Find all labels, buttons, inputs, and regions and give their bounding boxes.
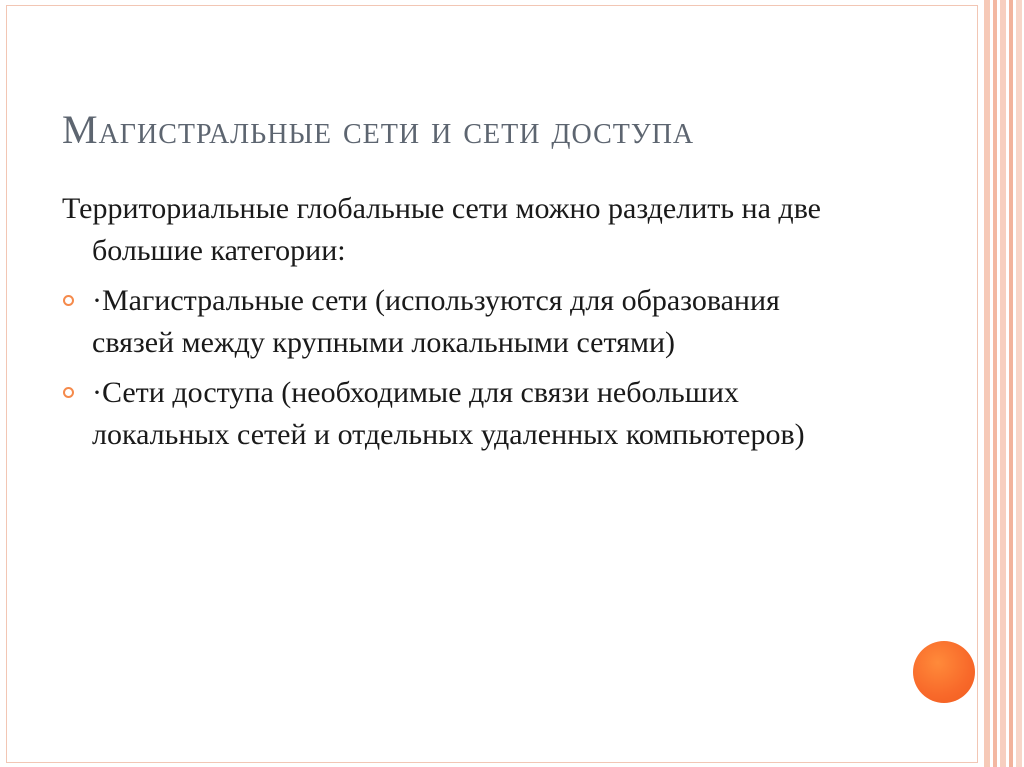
- decorative-stripe: [1016, 0, 1022, 767]
- intro-paragraph: Территориальные глобальные сети можно разделить на две большие категории:: [62, 192, 821, 267]
- bullet-list: [62, 280, 822, 456]
- decorative-stripe: [993, 0, 997, 767]
- list-item: [62, 280, 822, 364]
- list-item-text: ·Магистральные сети (используются для образования связей между крупными локальными сетями): [92, 284, 780, 359]
- circle-bullet-icon: [63, 387, 74, 398]
- circle-bullet-icon: [63, 295, 74, 306]
- decorative-stripe: [984, 0, 990, 767]
- decorative-stripe: [1009, 0, 1013, 767]
- decorative-stripe: [1000, 0, 1006, 767]
- slide-body: [62, 188, 822, 464]
- slide-title: Магистральные сети и сети доступа: [62, 107, 695, 152]
- list-item: [62, 372, 822, 456]
- decorative-orange-circle: [913, 641, 975, 703]
- list-item-text: ·Сети доступа (необходимые для связи небольших локальных сетей и отдельных удаленных компьютеров): [92, 376, 805, 451]
